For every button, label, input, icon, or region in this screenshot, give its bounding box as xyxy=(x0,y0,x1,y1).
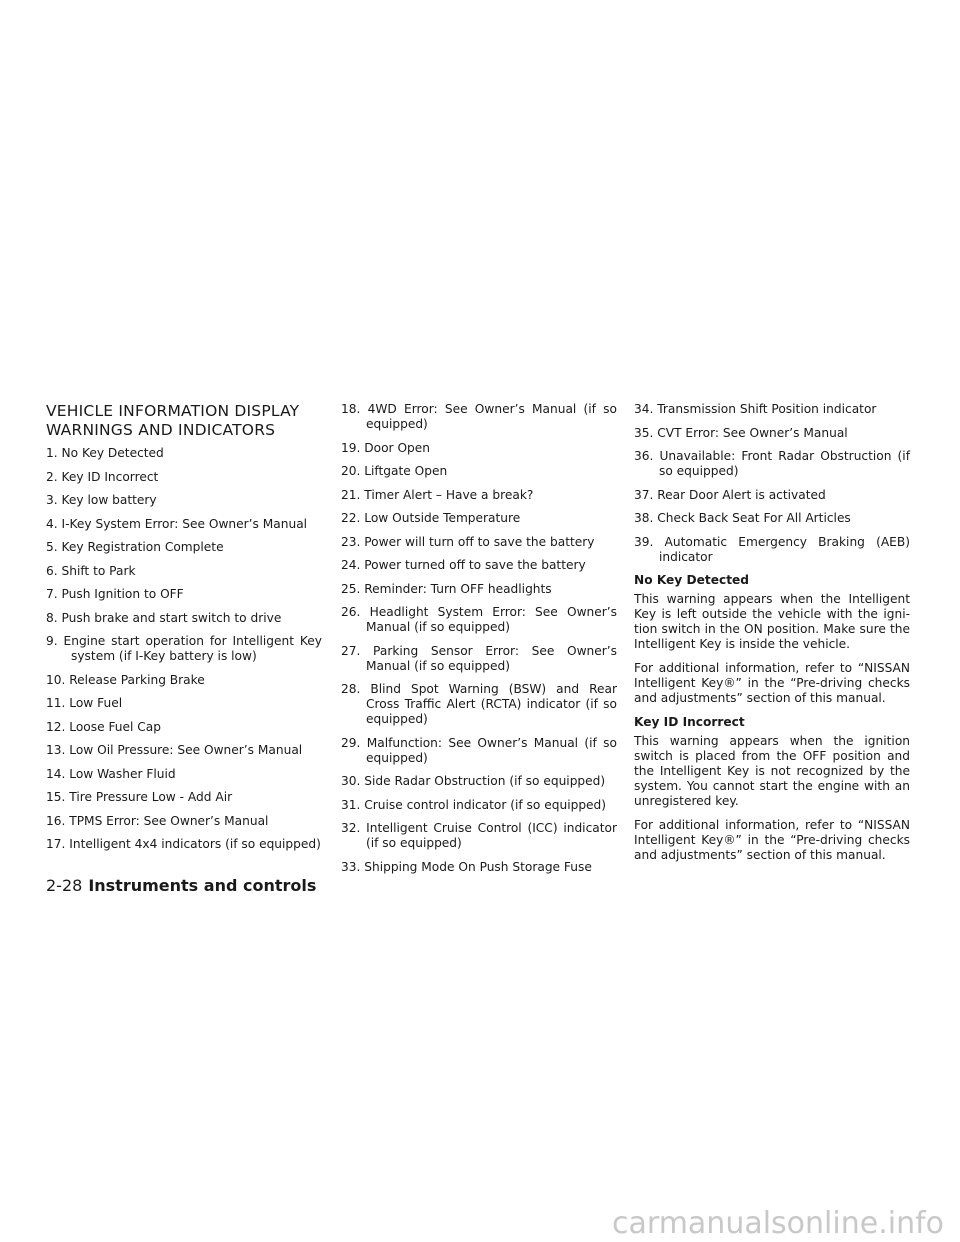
list-item: 12. Loose Fuel Cap xyxy=(46,719,162,734)
page-number: 2-28 xyxy=(46,876,83,895)
list-item: 31. Cruise control indicator (if so equipped) xyxy=(341,797,607,812)
list-item: 16. TPMS Error: See Owner’s Manual xyxy=(46,813,269,828)
list-item: 8. Push brake and start switch to drive xyxy=(46,610,282,625)
list-item: 38. Check Back Seat For All Articles xyxy=(634,511,851,525)
list-item: 29. Malfunction: See Owner’s Manual (if so equipped) xyxy=(341,735,617,765)
list-item: 21. Timer Alert – Have a break? xyxy=(341,487,534,502)
list-item: 6. Shift to Park xyxy=(46,563,136,578)
list-item: 25. Reminder: Turn OFF headlights xyxy=(341,581,552,596)
list-item: 3. Key low battery xyxy=(46,493,157,507)
list-item: 35. CVT Error: See Owner’s Manual xyxy=(634,425,848,440)
warning-list-part-2 xyxy=(341,402,617,875)
list-item: 34. Transmission Shift Position indicator xyxy=(634,402,877,416)
list-item: 23. Power will turn off to save the battery xyxy=(341,534,595,549)
list-item: 39. Automatic Emergency Braking (AEB) indicator xyxy=(634,534,910,564)
key-id-incorrect-paragraph: This warning appears when the ignition switch is placed from the OFF position and the Intelligent Key is not recognized by the system. You cannot start the engine with an unregistered key. xyxy=(634,734,910,808)
list-item: 7. Push Ignition to OFF xyxy=(46,587,184,601)
no-key-detected-reference: For additional information, refer to “NISSAN Intelligent Key®” in the “Pre-driving checks and adjustments” section of this manual. xyxy=(634,661,910,705)
right-column xyxy=(634,402,910,872)
left-column xyxy=(46,402,322,861)
key-id-incorrect-reference: For additional information, refer to “NISSAN Intelligent Key®” in the “Pre-driving checks and adjustments” section of this manual. xyxy=(634,818,910,862)
list-item: 17. Intelligent 4x4 indicators (if so equipped) xyxy=(46,837,321,851)
no-key-detected-heading: No Key Detected xyxy=(634,573,750,587)
list-item: 33. Shipping Mode On Push Storage Fuse xyxy=(341,859,592,874)
list-item: 4. I-Key System Error: See Owner’s Manual xyxy=(46,516,308,531)
list-item: 5. Key Registration Complete xyxy=(46,540,224,554)
list-item: 9. Engine start operation for Intelligent Key system (if I-Key battery is low) xyxy=(46,634,322,663)
list-item: 15. Tire Pressure Low - Add Air xyxy=(46,790,233,804)
list-item: 37. Rear Door Alert is activated xyxy=(634,487,826,502)
list-item: 14. Low Washer Fluid xyxy=(46,766,176,781)
warning-list-part-3 xyxy=(634,402,910,565)
list-item: 26. Headlight System Error: See Owner’s Manual (if so equipped) xyxy=(341,605,617,634)
list-item: 22. Low Outside Temperature xyxy=(341,511,521,525)
section-title: Instruments and controls xyxy=(88,876,317,895)
list-item: 27. Parking Sensor Error: See Owner’s Manual (if so equipped) xyxy=(341,643,617,673)
list-item: 19. Door Open xyxy=(341,440,430,455)
list-item: 1. No Key Detected xyxy=(46,446,164,460)
middle-column xyxy=(341,402,617,883)
list-item: 2. Key ID Incorrect xyxy=(46,469,159,484)
no-key-detected-paragraph: This warning appears when the Intelligent Key is left outside the vehicle with the igni-tion switch in the ON position. Make sure the Intelligent Key is inside the vehicle. xyxy=(634,592,910,651)
list-item: 18. 4WD Error: See Owner’s Manual (if so equipped) xyxy=(341,402,617,431)
list-item: 30. Side Radar Obstruction (if so equipped) xyxy=(341,774,606,788)
list-item: 13. Low Oil Pressure: See Owner’s Manual xyxy=(46,743,303,757)
watermark: carmanualsonline.info xyxy=(612,1206,944,1241)
list-item: 24. Power turned off to save the battery xyxy=(341,558,586,572)
section-heading: VEHICLE INFORMATION DISPLAY WARNINGS AND INDICATORS xyxy=(46,402,300,439)
list-item: 32. Intelligent Cruise Control (ICC) indicator (if so equipped) xyxy=(341,821,617,850)
page-footer xyxy=(46,876,316,896)
list-item: 36. Unavailable: Front Radar Obstruction (if so equipped) xyxy=(634,449,910,478)
list-item: 10. Release Parking Brake xyxy=(46,672,205,687)
key-id-incorrect-heading: Key ID Incorrect xyxy=(634,715,745,729)
list-item: 28. Blind Spot Warning (BSW) and Rear Cross Traffic Alert (RCTA) indicator (if so equipped) xyxy=(341,682,617,726)
list-item: 20. Liftgate Open xyxy=(341,464,448,478)
warning-list-part-1 xyxy=(46,446,322,852)
list-item: 11. Low Fuel xyxy=(46,696,123,710)
